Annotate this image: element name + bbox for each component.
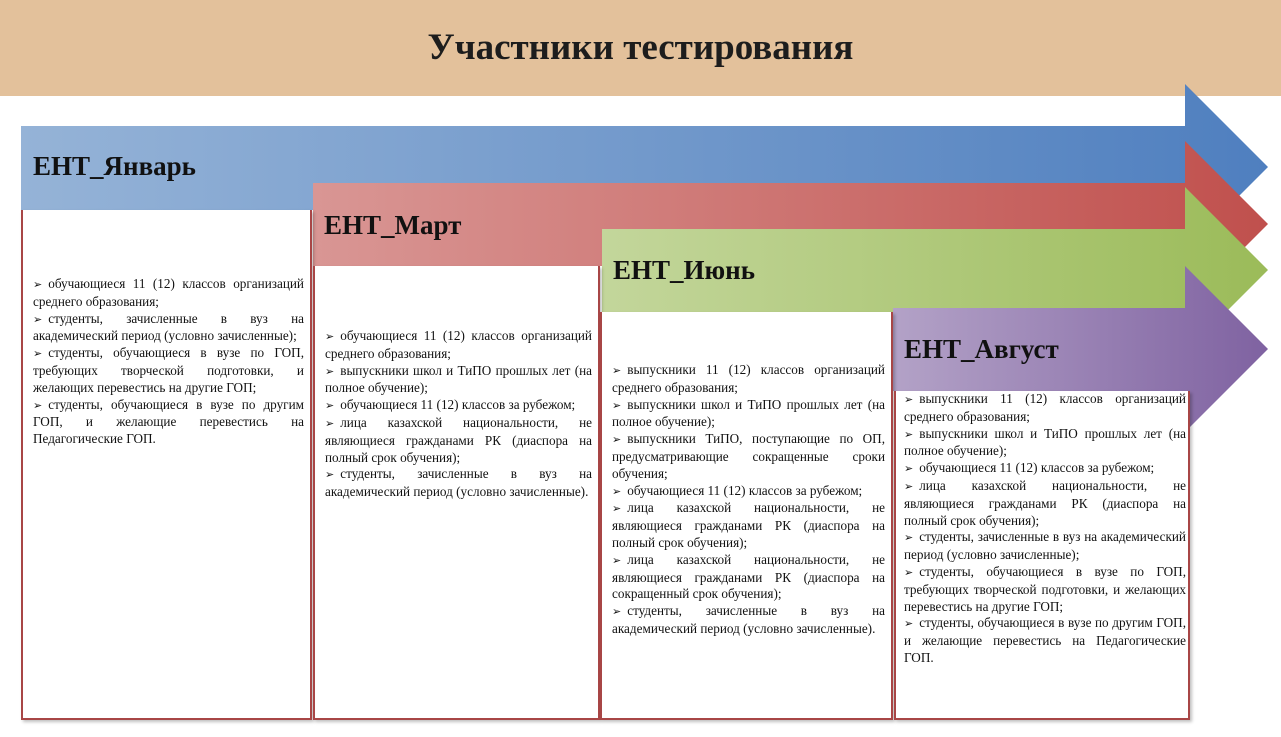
- list-item: ➢ выпускники школ и ТиПО прошлых лет (на полное обучение);: [904, 425, 1186, 459]
- arrow-bullet-icon: ➢: [325, 468, 335, 482]
- column-january: [21, 210, 312, 720]
- arrow-bullet-icon: ➢: [33, 278, 43, 291]
- list-item: ➢ лица казахской национальности, не являющиеся гражданами РК (диаспора на сокращенный срок обучения);: [612, 551, 885, 602]
- arrow-bullet-icon: ➢: [612, 553, 622, 567]
- arrow-bullet-icon: ➢: [33, 312, 43, 326]
- list-item: ➢ обучающиеся 11 (12) классов за рубежом;: [325, 397, 576, 413]
- arrow-bullet-icon: ➢: [33, 398, 43, 412]
- arrow-label-june: ЕНТ_Июнь: [613, 255, 755, 285]
- arrow-bullet-icon: ➢: [325, 364, 335, 378]
- list-item: ➢ обучающиеся 11 (12) классов организаций среднего образования;: [325, 328, 592, 361]
- arrow-label-august: ЕНТ_Август: [904, 334, 1059, 364]
- list-item: ➢ студенты, обучающиеся в вузе по другим ГОП, и желающие перевестись на Педагогические ГОП.: [904, 615, 1186, 665]
- participant-list: [904, 391, 1186, 667]
- arrow-bullet-icon: ➢: [904, 479, 914, 493]
- arrow-bullet-icon: ➢: [325, 399, 335, 413]
- list-item: ➢ студенты, зачисленные в вуз на академический период (условно зачисленные);: [904, 529, 1186, 563]
- arrow-bullet-icon: ➢: [612, 364, 622, 377]
- list-item: ➢ студенты, зачисленные в вуз на академический период (условно зачисленные).: [612, 603, 885, 636]
- list-item: ➢ выпускники 11 (12) классов организаций среднего образования;: [904, 391, 1186, 424]
- list-item: ➢ выпускники школ и ТиПО прошлых лет (на полное обучение);: [612, 396, 885, 430]
- list-item: ➢ студенты, обучающиеся в вузе по ГОП, требующих творческой подготовки, и желающих перевестись на другие ГОП;: [904, 563, 1186, 614]
- participant-list: [33, 276, 304, 448]
- arrow-bullet-icon: ➢: [904, 565, 914, 579]
- arrow-label-march: ЕНТ_Март: [324, 210, 462, 240]
- arrow-bullet-icon: ➢: [612, 605, 622, 619]
- list-item: ➢ студенты, зачисленные в вуз на академический период (условно зачисленные).: [325, 466, 592, 500]
- arrow-bullet-icon: ➢: [904, 462, 914, 476]
- list-item: ➢ студенты, обучающиеся в вузе по ГОП, требующих творческой подготовки, и желающих перевестись на другие ГОП;: [33, 345, 304, 395]
- arrow-bullet-icon: ➢: [612, 433, 622, 447]
- page-title: Участники тестирования: [427, 27, 854, 68]
- list-item: ➢ обучающиеся 11 (12) классов за рубежом;: [904, 460, 1155, 476]
- list-item: ➢ лица казахской национальности, не являющиеся гражданами РК (диаспора на полный срок обучения);: [904, 477, 1186, 528]
- arrow-bullet-icon: ➢: [325, 330, 335, 343]
- list-item: ➢ выпускники 11 (12) классов организаций среднего образования;: [612, 362, 885, 395]
- column-august: [894, 391, 1190, 720]
- arrow-bullet-icon: ➢: [612, 502, 622, 516]
- column-june: [600, 312, 893, 720]
- arrow-bullet-icon: ➢: [904, 393, 914, 406]
- arrow-bullet-icon: ➢: [612, 484, 622, 498]
- arrow-bullet-icon: ➢: [33, 347, 43, 361]
- list-item: ➢ обучающиеся 11 (12) классов за рубежом;: [612, 482, 863, 498]
- arrow-label-january: ЕНТ_Январь: [33, 151, 196, 181]
- list-item: ➢ лица казахской национальности, не являющиеся гражданами РК (диаспора на полный срок обучения);: [612, 500, 885, 550]
- arrow-bullet-icon: ➢: [612, 398, 622, 412]
- list-item: ➢ студенты, зачисленные в вуз на академический период (условно зачисленные);: [33, 310, 304, 344]
- column-march: [313, 266, 600, 720]
- participant-list: [612, 362, 885, 638]
- arrow-bullet-icon: ➢: [904, 617, 914, 631]
- list-item: ➢ обучающиеся 11 (12) классов организаций среднего образования;: [33, 276, 304, 309]
- list-item: ➢ лица казахской национальности, не являющиеся гражданами РК (диаспора на полный срок обучения);: [325, 414, 592, 465]
- list-item: ➢ выпускники школ и ТиПО прошлых лет (на полное обучение);: [325, 362, 592, 396]
- participant-list: [325, 328, 592, 501]
- list-item: ➢ выпускники ТиПО, поступающие по ОП, предусматривающие сокращенные сроки обучения;: [612, 431, 885, 481]
- arrow-bullet-icon: ➢: [325, 416, 335, 430]
- arrow-bullet-icon: ➢: [904, 531, 914, 545]
- list-item: ➢ студенты, обучающиеся в вузе по другим ГОП, и желающие перевестись на Педагогические ГОП.: [33, 396, 304, 447]
- arrow-bullet-icon: ➢: [904, 427, 914, 441]
